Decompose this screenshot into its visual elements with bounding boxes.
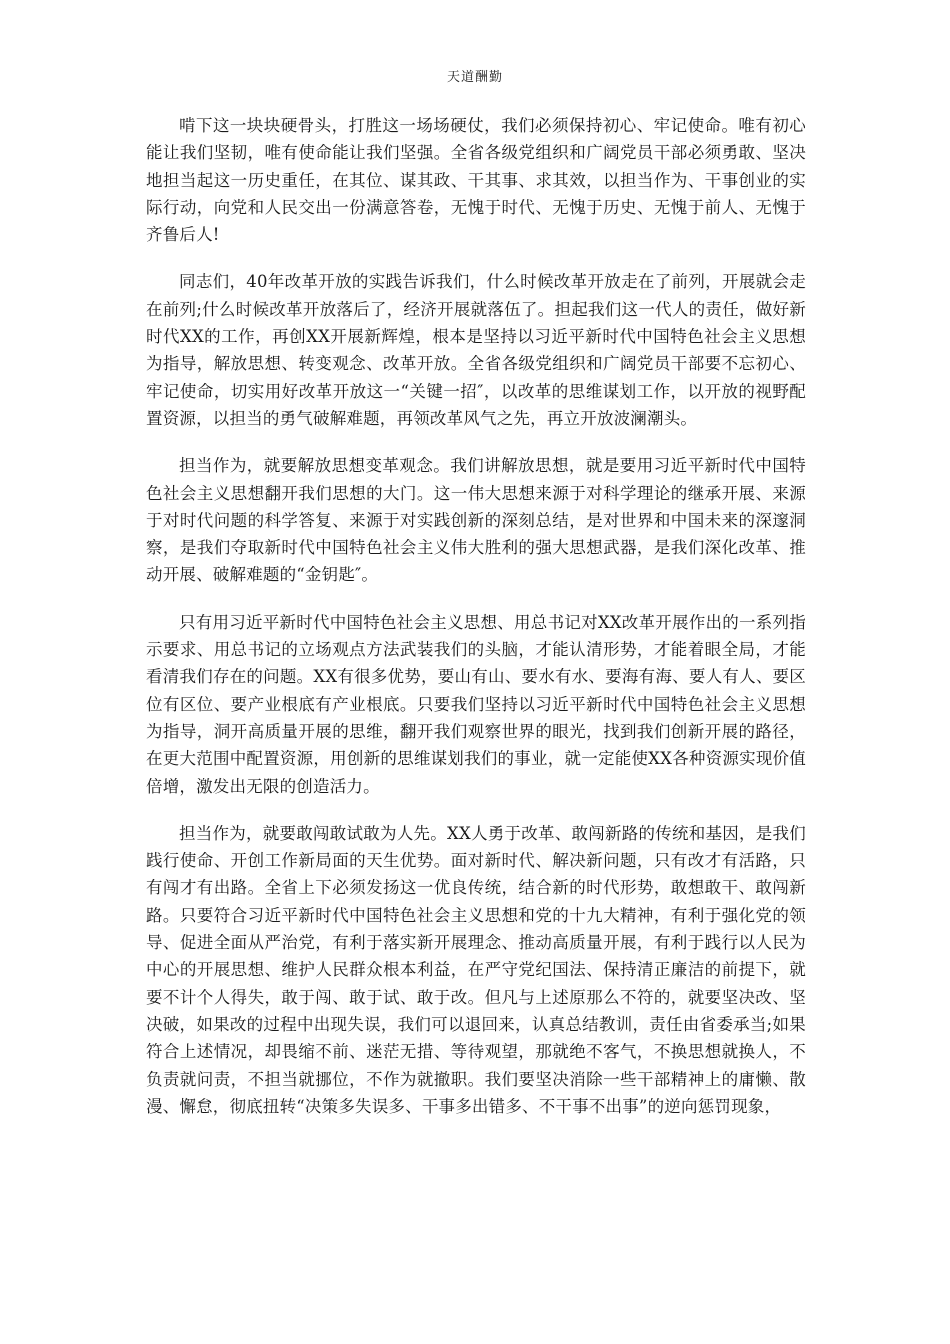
paragraph-3: 担当作为，就要解放思想变革观念。我们讲解放思想，就是要用习近平新时代中国特色社会主义思想翻开我们思想的大门。这一伟大思想来源于对科学理论的继承开展、来源于对时代问题的科学答复、来源于对实践创新的深刻总结，是对世界和中国未来的深邃洞察，是我们夺取新时代中国特色社会主义伟大胜利的强大思想武器，是我们深化改革、推动开展、破解难题的“金钥匙″。 xyxy=(146,456,806,585)
document-body xyxy=(146,112,806,1140)
paragraph-4: 只有用习近平新时代中国特色社会主义思想、用总书记对XX改革开展作出的一系列指示要求、用总书记的立场观点方法武装我们的头脑，才能认清形势，才能着眼全局，才能看清我们存在的问题。XX有很多优势，要山有山、要水有水、要海有海、要人有人、要区位有区位、要产业根底有产业根底。只要我们坚持以习近平新时代中国特色社会主义思想为指导，洞开高质量开展的思维，翻开我们观察世界的眼光，找到我们创新开展的路径，在更大范围中配置资源，用创新的思维谋划我们的事业，就一定能使XX各种资源实现价值倍增，激发出无限的创造活力。 xyxy=(146,612,806,796)
paragraph-1: 啃下这一块块硬骨头，打胜这一场场硬仗，我们必须保持初心、牢记使命。唯有初心能让我们坚韧，唯有使命能让我们坚强。全省各级党组织和广阔党员干部必须勇敢、坚决地担当起这一历史重任，在其位、谋其政、干其事、求其效，以担当作为、干事创业的实际行动，向党和人民交出一份满意答卷，无愧于时代、无愧于历史、无愧于前人、无愧于齐鲁后人! xyxy=(146,116,806,245)
paragraph-5: 担当作为，就要敢闯敢试敢为人先。XX人勇于改革、敢闯新路的传统和基因，是我们践行使命、开创工作新局面的天生优势。面对新时代、解决新问题，只有改才有活路，只有闯才有出路。全省上下必须发扬这一优良传统，结合新的时代形势，敢想敢干、敢闯新路。只要符合习近平新时代中国特色社会主义思想和党的十九大精神，有利于强化党的领导、促进全面从严治党，有利于落实新开展理念、推动高质量开展，有利于践行以人民为中心的开展思想、维护人民群众根本利益，在严守党纪国法、保持清正廉洁的前提下，就要不计个人得失，敢于闯、敢于试、敢于改。但凡与上述原那么不符的，就要坚决改、坚决破，如果改的过程中出现失误，我们可以退回来，认真总结教训，责任由省委承当;如果符合上述情况，却畏缩不前、迷茫无措、等待观望，那就绝不客气，不换思想就换人，不负责就问责，不担当就挪位，不作为就撤职。我们要坚决消除一些干部精神上的庸懒、散漫、懈怠，彻底扭转“决策多失误多、干事多出错多、不干事不出事”的逆向惩罚现象， xyxy=(146,823,806,1116)
paragraph-2: 同志们，40年改革开放的实践告诉我们，什么时候改革开放走在了前列，开展就会走在前列;什么时候改革开放落后了，经济开展就落伍了。担起我们这一代人的责任，做好新时代XX的工作，再创XX开展新辉煌，根本是坚持以习近平新时代中国特色社会主义思想为指导，解放思想、转变观念、改革开放。全省各级党组织和广阔党员干部要不忘初心、牢记使命，切实用好改革开放这一“关键一招″，以改革的思维谋划工作，以开放的视野配置资源，以担当的勇气破解难题，再领改革风气之先，再立开放波澜潮头。 xyxy=(146,272,806,428)
page-header: 天道酬勤 xyxy=(446,70,503,85)
